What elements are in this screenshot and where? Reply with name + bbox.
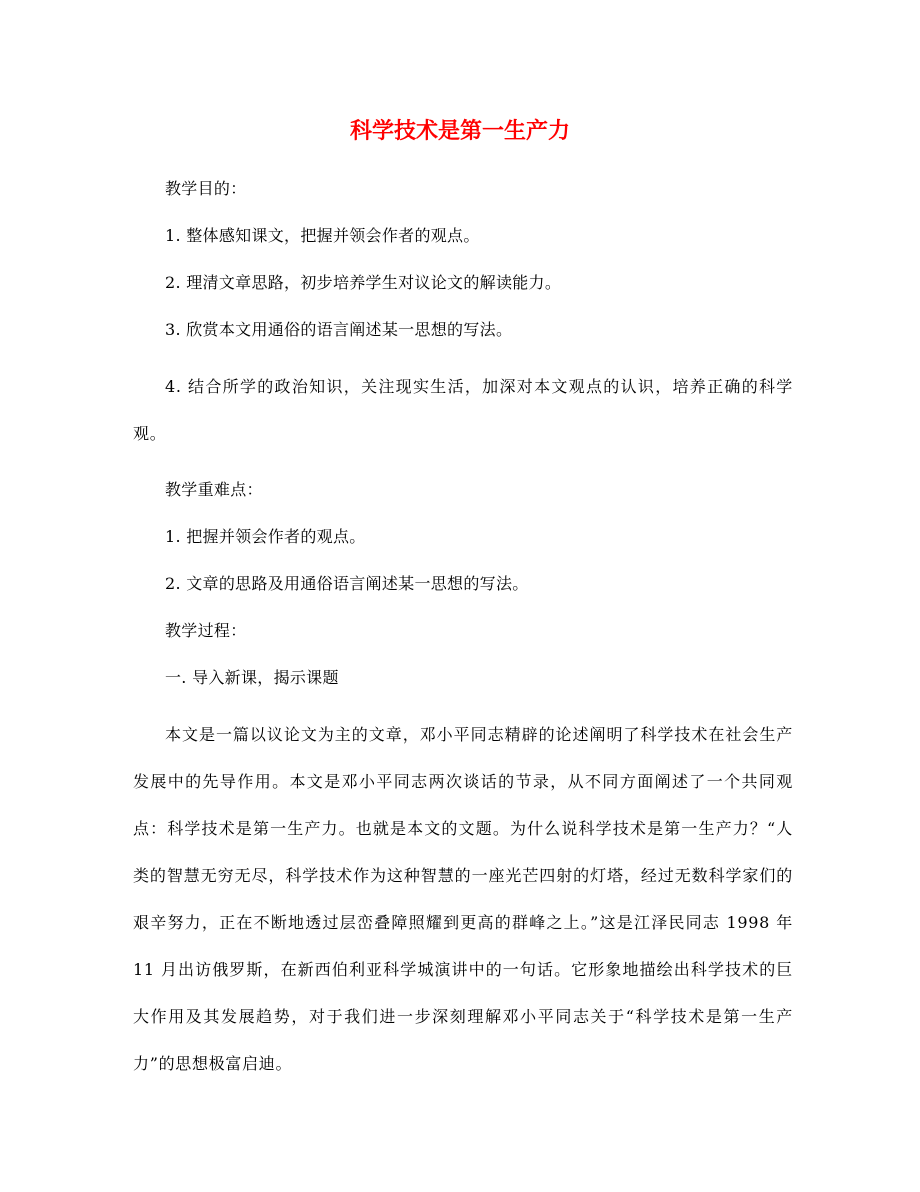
section-heading-1: 一. 导入新课，揭示课题 (165, 668, 339, 687)
goal-item-3: 3. 欣赏本文用通俗的语言阐述某一思想的写法。 (165, 320, 513, 339)
key-point-item-2: 2. 文章的思路及用通俗语言阐述某一思想的写法。 (165, 574, 529, 593)
document-body (133, 175, 793, 1087)
goal-item-4: 4. 结合所学的政治知识，关注现实生活，加深对本文观点的认识，培养正确的科学观。 (133, 377, 793, 443)
key-point-item-1: 1. 把握并领会作者的观点。 (165, 527, 366, 546)
heading-key-points: 教学重难点： (165, 480, 263, 499)
document-title: 科学技术是第一生产力 (349, 118, 570, 144)
body-paragraph: 本文是一篇以议论文为主的文章，邓小平同志精辟的论述阐明了科学技术在社会生产发展中的先导作用。本文是邓小平同志两次谈话的节录，从不同方面阐述了一个共同观点：科学技术是第一生产力。也就是本文的文题。为什么说科学技术是第一生产力？“人类的智慧无穷无尽，科学技术作为这种智慧的一座光芒四射的灯塔，经过无数科学家们的艰辛努力，正在不断地透过层峦叠障照耀到更高的群峰之上。”这是江泽民同志 1998 年 11 月出访俄罗斯，在新西伯利亚科学城演讲中的一句话。它形象地描绘出科学技术的巨大作用及其发展趋势，对于我们进一步深刻理解邓小平同志关于“科学技术是第一生产力”的思想极富启迪。 (133, 725, 793, 1073)
heading-teaching-goals: 教学目的： (165, 179, 247, 198)
heading-teaching-process: 教学过程： (165, 621, 247, 640)
goal-item-1: 1. 整体感知课文，把握并领会作者的观点。 (165, 226, 480, 245)
goal-item-2: 2. 理清文章思路，初步培养学生对议论文的解读能力。 (165, 273, 562, 292)
